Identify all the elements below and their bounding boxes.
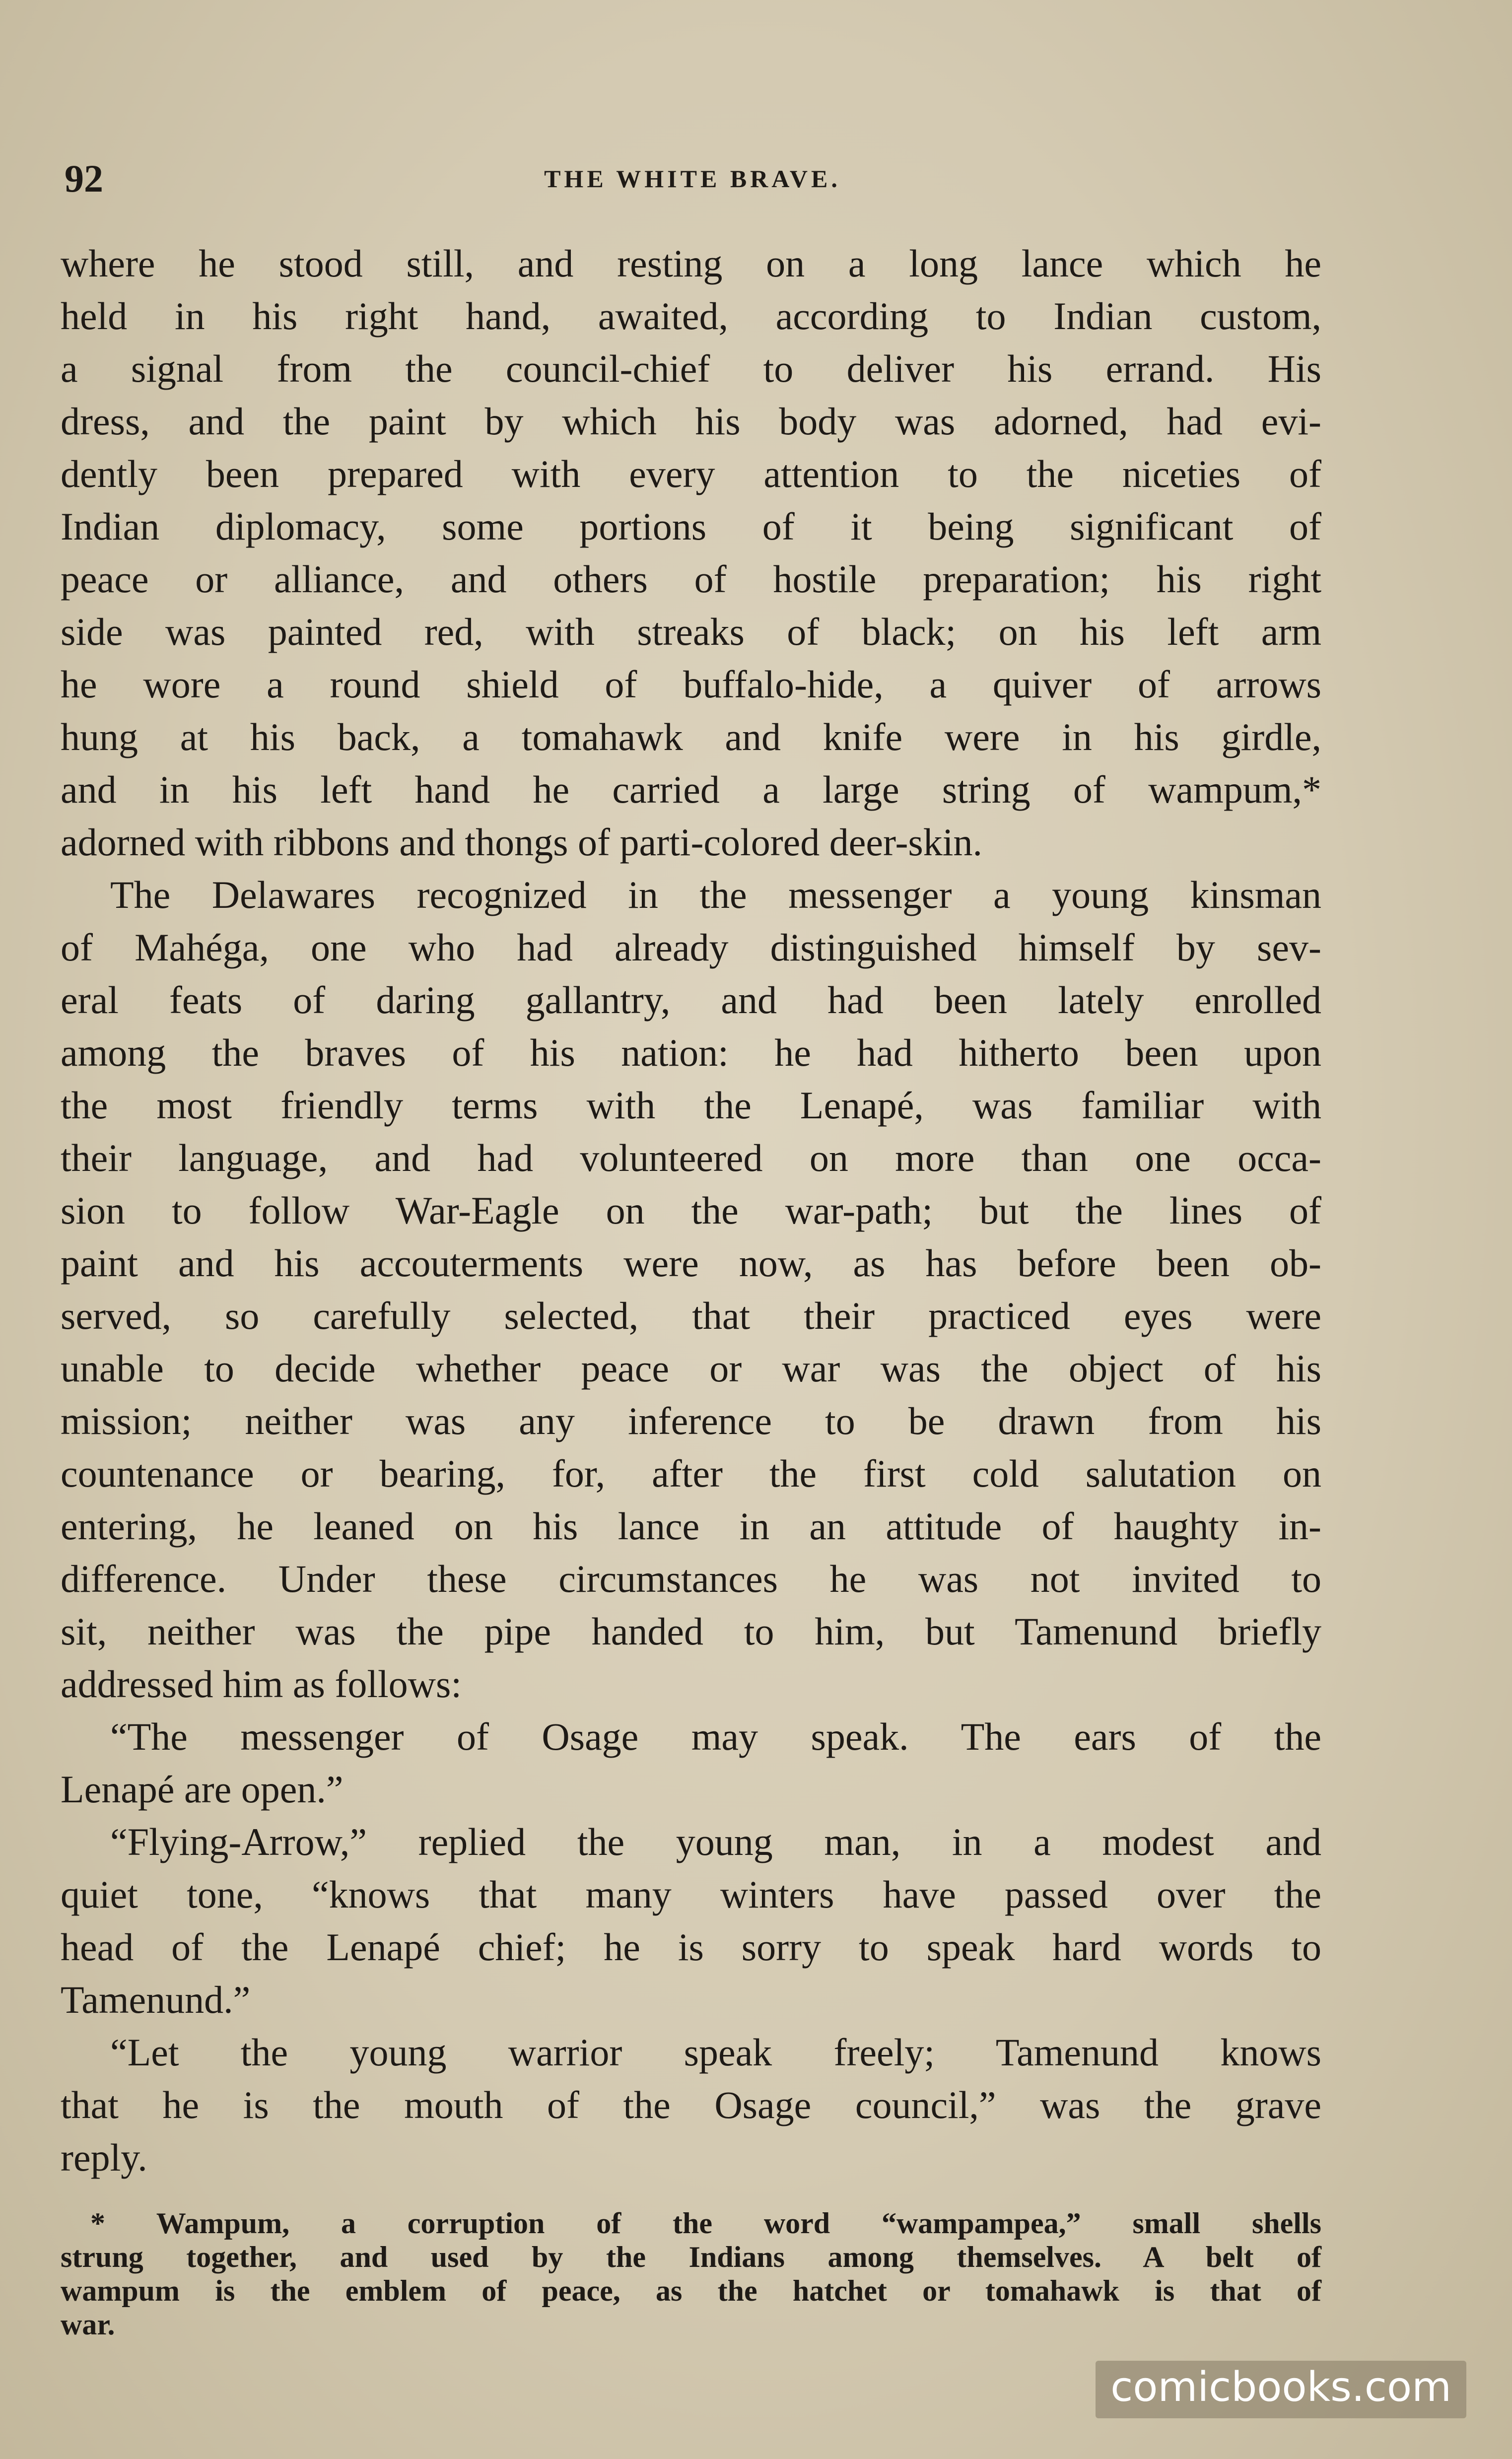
text-line: Indian diplomacy, some portions of it being significant of xyxy=(61,505,1321,548)
text-line: that he is the mouth of the Osage council,” was the grave xyxy=(61,2083,1321,2126)
text-line: held in his right hand, awaited, according to Indian custom, xyxy=(61,294,1321,338)
text-line: served, so carefully selected, that their practiced eyes were xyxy=(61,1294,1321,1337)
text-line: side was painted red, with streaks of black; on his left arm xyxy=(61,610,1321,653)
text-line: Lenapé are open.” xyxy=(61,1768,344,1811)
text-line: hung at his back, a tomahawk and knife were in his girdle, xyxy=(61,715,1321,758)
text-line: and in his left hand he carried a large string of wampum,* xyxy=(61,768,1321,811)
text-line: adorned with ribbons and thongs of parti-colored deer-skin. xyxy=(61,820,982,864)
text-line: the most friendly terms with the Lenapé, was familiar with xyxy=(61,1084,1321,1127)
page-number: 92 xyxy=(65,157,103,200)
body-text xyxy=(61,237,1321,2184)
text-line: eral feats of daring gallantry, and had been lately enrolled xyxy=(61,978,1321,1022)
footnote-line: strung together, and used by the Indians among themselves. A belt of xyxy=(61,2241,1321,2273)
text-line: The Delawares recognized in the messenger a young kinsman xyxy=(110,873,1321,916)
text-line: unable to decide whether peace or war was the object of his xyxy=(61,1347,1321,1390)
text-line: addressed him as follows: xyxy=(61,1662,462,1706)
text-line: among the braves of his nation: he had hitherto been upon xyxy=(61,1031,1321,1074)
text-line: he wore a round shield of buffalo-hide, a quiver of arrows xyxy=(61,663,1321,706)
text-line: mission; neither was any inference to be drawn from his xyxy=(61,1399,1321,1442)
text-line: sit, neither was the pipe handed to him, but Tamenund briefly xyxy=(61,1610,1321,1653)
text-line: difference. Under these circumstances he was not invited to xyxy=(61,1557,1321,1600)
text-line: peace or alliance, and others of hostile preparation; his right xyxy=(61,557,1321,601)
text-line: their language, and had volunteered on more than one occa- xyxy=(61,1136,1321,1179)
text-line: reply. xyxy=(61,2136,147,2179)
text-line: quiet tone, “knows that many winters have passed over the xyxy=(61,1873,1321,1916)
text-line: “Let the young warrior speak freely; Tamenund knows xyxy=(110,2031,1321,2074)
text-line: a signal from the council-chief to deliver his errand. His xyxy=(61,347,1321,390)
text-line: dently been prepared with every attention to the niceties of xyxy=(61,452,1321,495)
footnote-line: wampum is the emblem of peace, as the hatchet or tomahawk is that of xyxy=(61,2274,1321,2307)
text-line: head of the Lenapé chief; he is sorry to speak hard words to xyxy=(61,1925,1321,1969)
page-header xyxy=(65,149,1320,208)
text-line: dress, and the paint by which his body was adorned, had evi- xyxy=(61,400,1321,443)
text-line: paint and his accouterments were now, as has before been ob- xyxy=(61,1241,1321,1285)
text-line: “Flying-Arrow,” replied the young man, in a modest and xyxy=(110,1820,1321,1863)
text-line: “The messenger of Osage may speak. The ears of the xyxy=(110,1715,1321,1758)
footnote-line: * Wampum, a corruption of the word “wampampea,” small shells xyxy=(90,2207,1321,2240)
text-line: countenance or bearing, for, after the first cold salutation on xyxy=(61,1452,1321,1495)
footnote-line: war. xyxy=(61,2308,115,2341)
footnote xyxy=(61,2206,1321,2341)
running-head: THE WHITE BRAVE. xyxy=(544,165,841,193)
watermark: comicbooks.com xyxy=(1096,2361,1466,2418)
text-line: of Mahéga, one who had already distinguished himself by sev- xyxy=(61,926,1321,969)
text-line: where he stood still, and resting on a long lance which he xyxy=(61,242,1321,285)
text-line: entering, he leaned on his lance in an attitude of haughty in- xyxy=(61,1504,1321,1548)
text-line: sion to follow War-Eagle on the war-path; but the lines of xyxy=(61,1189,1321,1232)
text-line: Tamenund.” xyxy=(61,1978,251,2021)
